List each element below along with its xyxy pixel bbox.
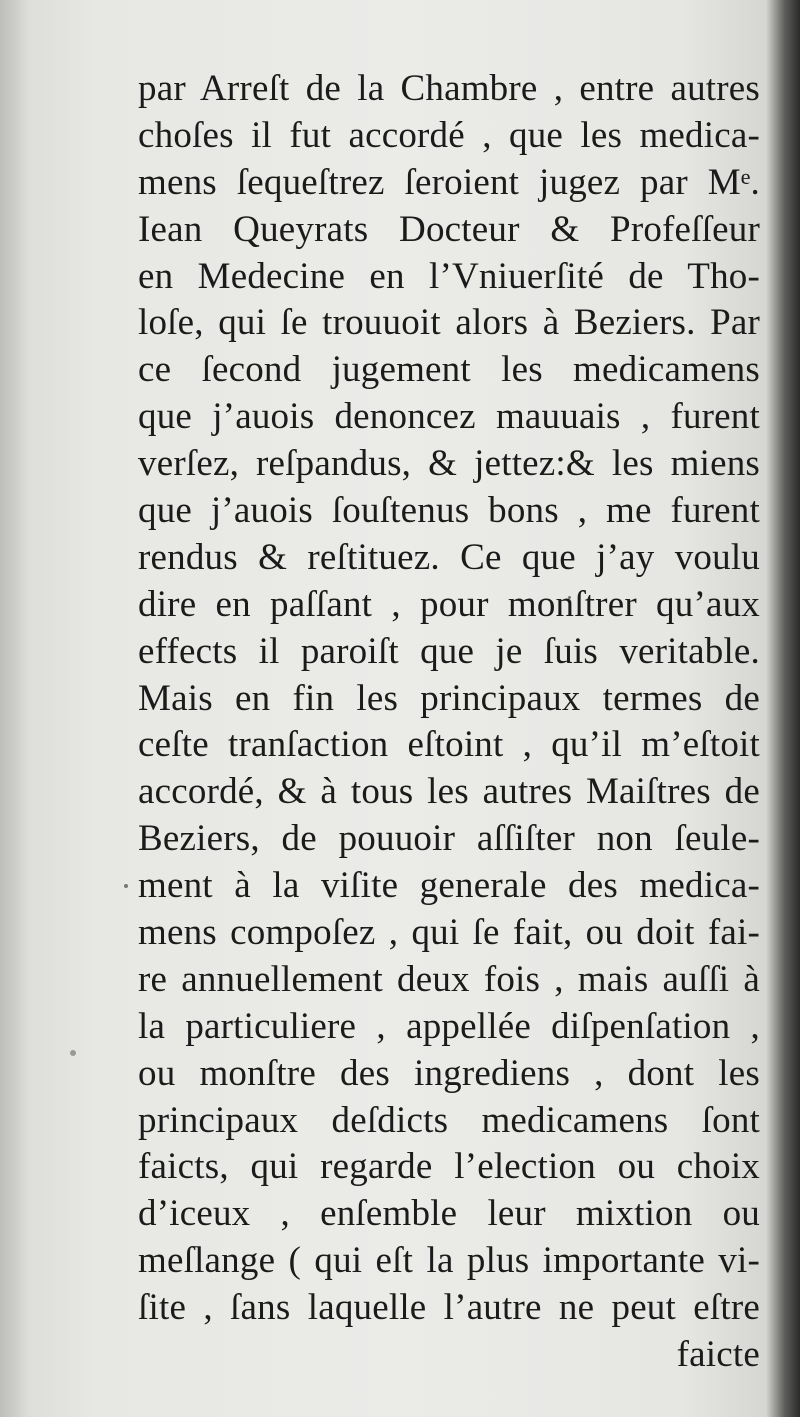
body-text: [138, 66, 760, 1379]
text-line: principaux deſdicts medicamens ſont: [138, 1099, 760, 1141]
ink-speck: [70, 1050, 76, 1056]
text-line: Iean Queyrats Docteur & Profeſſeur: [138, 208, 760, 250]
text-line: verſez, reſpandus, & jettez:& les miens: [138, 443, 760, 485]
text-line: meſlange ( qui eſt la plus importante vi-: [138, 1240, 760, 1282]
catchword: faicte: [676, 1334, 760, 1376]
text-line: faicts, qui regarde l’election ou choix: [138, 1146, 760, 1188]
text-line: loſe, qui ſe trouuoit alors à Beziers. Par: [138, 302, 760, 344]
page-right-edge: [766, 0, 800, 1417]
text-line: ce ſecond jugement les medicamens: [138, 349, 760, 391]
text-line: mens compoſez , qui ſe fait, ou doit fai-: [138, 912, 760, 954]
text-line: par Arreſt de la Chambre , entre autres: [138, 68, 760, 109]
text-line: en Medecine en l’Vniuerſité de Tho-: [138, 255, 760, 297]
text-line: ment à la viſite generale des medica-: [138, 865, 760, 907]
text-line: Beziers, de pouuoir aſſiſter non ſeule-: [138, 818, 760, 860]
text-line: Mais en fin les principaux termes de: [138, 677, 760, 719]
text-line: ou monſtre des ingrediens , dont les: [138, 1052, 760, 1094]
text-line: dire en paſſant , pour monſtrer qu’aux: [138, 583, 760, 625]
text-line: ceſte tranſaction eſtoint , qu’il m’eſtoit: [138, 724, 760, 766]
text-line: d’iceux , enſemble leur mixtion ou: [138, 1193, 760, 1235]
ink-speck: [124, 884, 128, 888]
page-gutter-shadow: [0, 0, 28, 1417]
text-line: que j’auois denoncez mauuais , furent: [138, 396, 760, 438]
text-line: effects il paroiſt que je ſuis veritable.: [138, 630, 760, 672]
text-line: mens ſequeſtrez ſeroient jugez par Mᵉ.: [138, 161, 760, 203]
text-line: la particuliere , appellée diſpenſation ,: [138, 1005, 760, 1047]
text-line: ſite , ſans laquelle l’autre ne peut eſtre: [138, 1287, 760, 1329]
text-line: accordé, & à tous les autres Maiſtres de: [138, 771, 760, 813]
text-line: choſes il fut accordé , que les medica-: [138, 114, 760, 156]
text-line: re annuellement deux fois , mais auſſi à: [138, 958, 760, 1000]
text-line: que j’auois ſouſtenus bons , me furent: [138, 490, 760, 532]
text-line: rendus & reſtituez. Ce que j’ay voulu: [138, 536, 760, 578]
